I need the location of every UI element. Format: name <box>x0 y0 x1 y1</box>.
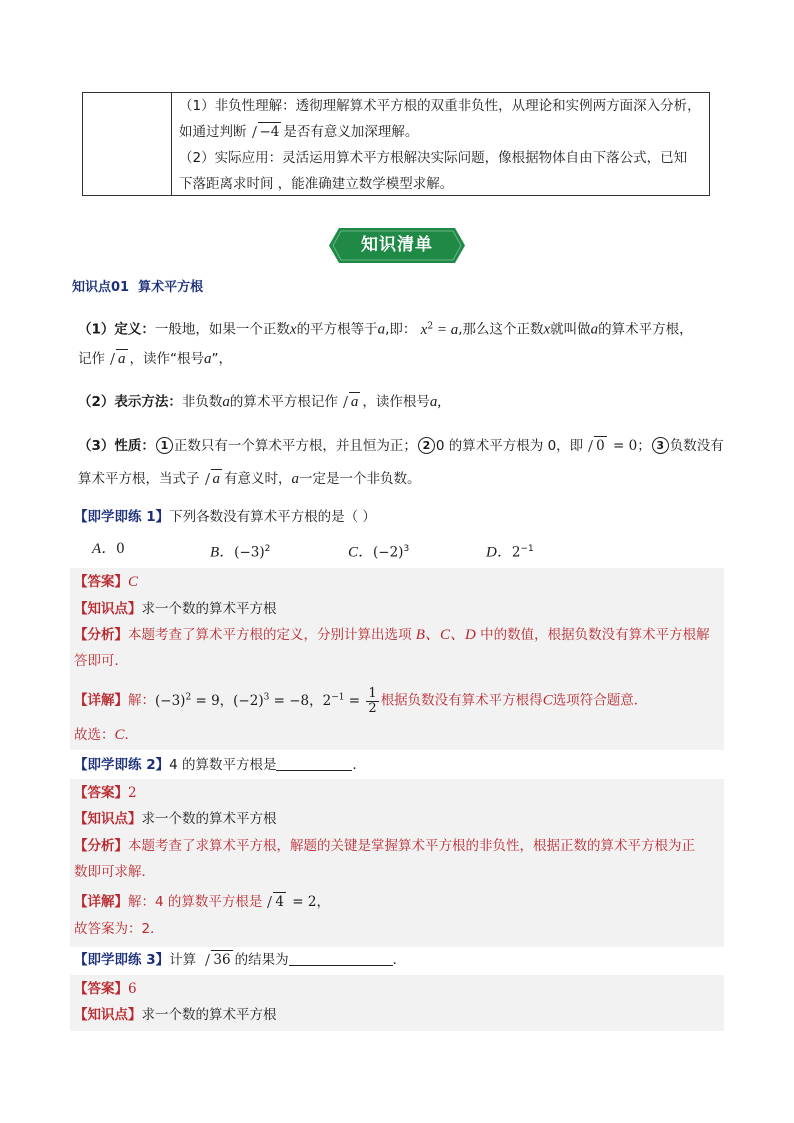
option-d[interactable]: D．$2^{-1}$ <box>486 544 534 561</box>
exercise-1-analysis-cont: 答即可． <box>74 653 128 669</box>
definition-line-1b: 记作 a ，读作“根号a”， <box>78 346 232 372</box>
circled-number-3: 3 <box>652 437 669 454</box>
exercise-3-answer: 【答案】6 <box>74 981 137 997</box>
circled-number-1: 1 <box>156 437 173 454</box>
equation-x-squared: $x^2 = a$ <box>420 321 459 338</box>
sqrt-symbol: a <box>107 346 128 372</box>
exercise-2-solution-box <box>70 779 724 947</box>
table-item-2-line-2: 下落距离求时间 ，能准确建立数学模型求解。 <box>179 176 454 192</box>
sqrt-symbol: a <box>202 466 223 492</box>
section-banner <box>329 228 465 263</box>
sqrt-symbol: 0 <box>585 433 607 459</box>
exercise-2-conclusion: 故答案为：2． <box>74 921 164 937</box>
answer-blank[interactable] <box>289 949 393 966</box>
exercise-2-analysis-cont: 数即可求解． <box>74 864 155 880</box>
exercise-3-question: 【即学即练 3】计算 36 的结果为 ． <box>74 947 406 973</box>
definition-line-2: （2）表示方法：非负数a的算术平方根记作 a ，读作根号a, <box>78 389 441 415</box>
knowledge-point-heading: 知识点01 算术平方根 <box>72 280 204 295</box>
sqrt-symbol: a <box>340 389 361 415</box>
exercise-1-question: 【即学即练 1】下列各数没有算术平方根的是（ ） <box>74 509 376 525</box>
answer-blank[interactable] <box>276 754 352 771</box>
exercise-2-question: 【即学即练 2】4 的算数平方根是 ． <box>74 752 366 778</box>
table-column-divider <box>171 93 172 195</box>
exercise-1-answer: 【答案】C <box>74 574 139 590</box>
option-b[interactable]: B．$(-3)^2$ <box>210 544 271 561</box>
definition-line-1: （1）定义：一般地，如果一个正数x的平方根等于a,即： $x^2 = a$,那么这个正数x就叫做a的算术平方根， <box>78 321 693 338</box>
table-content-cell <box>179 93 701 197</box>
definition-line-3: （3）性质： 1 正数只有一个算术平方根，并且恒为正； 2 0 的算术平方根为 0，即 0 = 0； 3 负数没有 <box>78 433 724 459</box>
exercise-2-answer: 【答案】2 <box>74 785 137 801</box>
circled-number-2: 2 <box>418 437 435 454</box>
exercise-2-knowledge-point: 【知识点】求一个数的算术平方根 <box>74 811 277 827</box>
exercise-2-detail: 【详解】解：4 的算数平方根是 4 = 2， <box>74 889 330 915</box>
exercise-1-analysis: 【分析】本题考查了算术平方根的定义，分别计算出选项 B、C、D 中的数值，根据负数没有算术平方根解 <box>74 627 710 643</box>
fraction-one-half: $\frac{1}{2}$ <box>368 685 377 716</box>
exercise-1-detail: 【详解】解：$(-3)^2 = 9$，$(-2)^3 = -8$，$2^{-1}$ = $\frac{1}{2}$ 根据负数没有算术平方根得C选项符合题意． <box>74 685 648 716</box>
exercise-2-analysis: 【分析】本题考查了求算术平方根，解题的关键是掌握算术平方根的非负性，根据正数的算术平方根为正 <box>74 838 695 854</box>
exercise-3-knowledge-point: 【知识点】求一个数的算术平方根 <box>74 1007 277 1023</box>
exercise-1-conclusion: 故选：C． <box>74 727 139 743</box>
sqrt-symbol: −4 <box>249 119 282 145</box>
banner-title: 知识清单 <box>361 235 433 255</box>
table-item-1-line-1: （1）非负性理解：透彻理解算术平方根的双重非负性，从理论和实例两方面深入分析， <box>179 98 701 114</box>
sqrt-symbol: 36 <box>202 947 232 973</box>
sqrt-symbol: 4 <box>264 889 286 915</box>
objectives-table <box>82 92 710 196</box>
exercise-1-knowledge-point: 【知识点】求一个数的算术平方根 <box>74 601 277 617</box>
option-c[interactable]: C．$(-2)^3$ <box>348 544 410 561</box>
table-item-2-line-1: （2）实际应用：灵活运用算术平方根解决实际问题，像根据物体自由下落公式，已知 <box>179 150 688 166</box>
table-item-1-line-2: 如通过判断 −4 是否有意义加深理解。 <box>179 119 701 145</box>
definition-line-3b: 算术平方根，当式子 a 有意义时，a一定是一个非负数。 <box>78 466 421 492</box>
option-a[interactable]: A．0 <box>92 541 125 557</box>
